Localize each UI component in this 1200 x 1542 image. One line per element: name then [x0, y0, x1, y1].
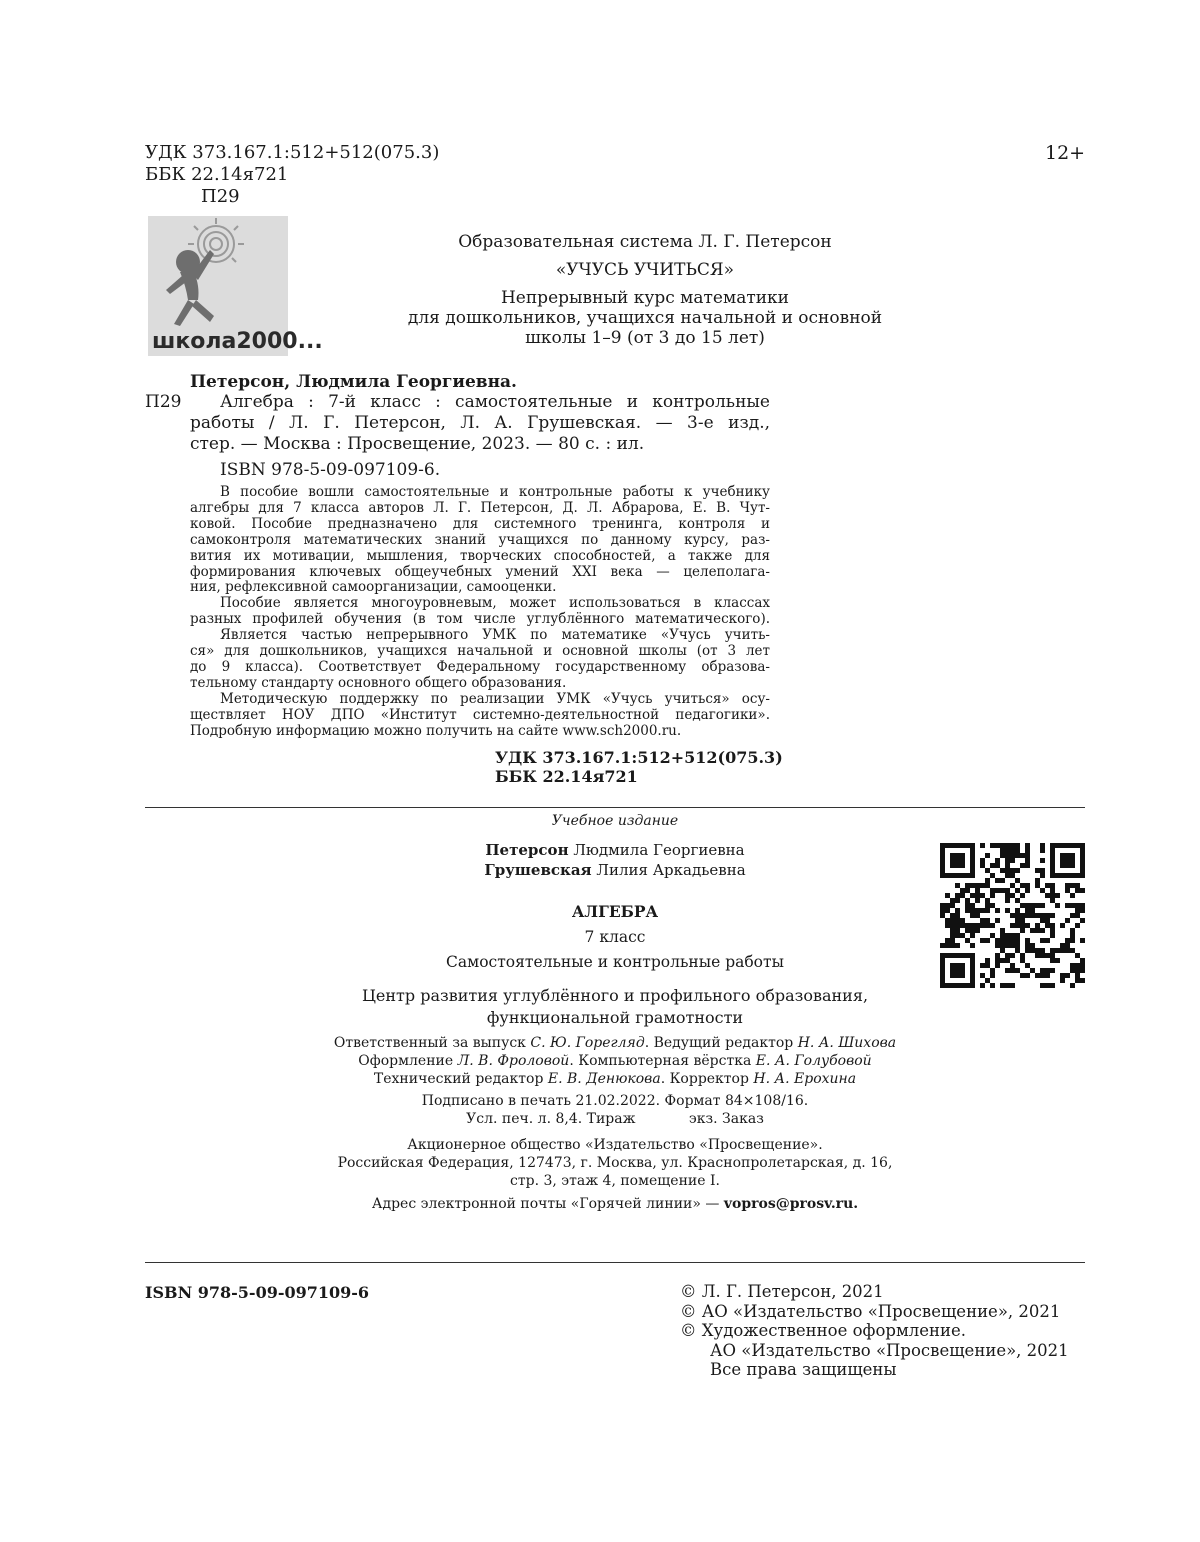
- print-line-1: Подписано в печать 21.02.2022. Формат 84×108/16.: [421, 1093, 809, 1109]
- biblio-author: Петерсон, Людмила Георгиевна.: [190, 372, 517, 392]
- author-1-first: Людмила Георгиевна: [568, 841, 745, 859]
- author-2-last: Грушевская: [484, 861, 592, 879]
- footer-isbn: ISBN 978-5-09-097109-6: [145, 1283, 370, 1302]
- author-code: П29: [201, 186, 240, 207]
- annotation-line: ществляет НОУ ДПО «Институт системно-деятельностной педагогики».: [190, 706, 770, 723]
- staff-label: Оформление: [358, 1053, 458, 1069]
- center-line-1: Центр развития углублённого и профильного образования,: [361, 986, 869, 1005]
- annotation-line: Пособие является многоуровневым, может использоваться в классах: [220, 595, 770, 612]
- udk-code-bottom: УДК 373.167.1:512+512(075.3): [495, 748, 783, 767]
- print-line-2: Усл. печ. л. 8,4. Тираж экз. Заказ: [466, 1111, 764, 1127]
- publisher-block: [265, 1136, 965, 1190]
- staff-name: Н. А. Ерохина: [753, 1071, 857, 1087]
- biblio-code: П29: [145, 392, 182, 412]
- course-line-2: для дошкольников, учащихся начальной и основной: [407, 308, 883, 328]
- staff-label: Ответственный за выпуск: [333, 1035, 531, 1051]
- course-line-3: школы 1–9 (от 3 до 15 лет): [525, 328, 765, 348]
- staff-line-1: [265, 1034, 965, 1052]
- divider-bottom: [145, 1262, 1085, 1263]
- copyright-line-2: © АО «Издательство «Просвещение», 2021: [680, 1301, 1061, 1321]
- school-2000-logo: [148, 216, 323, 356]
- center-line-2: функциональной грамотности: [486, 1008, 744, 1027]
- staff-block: [265, 1034, 965, 1088]
- biblio-line-1: Алгебра : 7-й класс : самостоятельные и контрольные: [220, 392, 770, 412]
- staff-name: Е. В. Денюкова: [547, 1071, 661, 1087]
- codes-bottom: [495, 748, 783, 786]
- publisher-line-3: стр. 3, этаж 4, помещение I.: [510, 1173, 720, 1189]
- copyright-line-5: Все права защищены: [710, 1360, 897, 1379]
- course-line-1: Непрерывный курс математики: [500, 288, 790, 308]
- annotation-line: Подробную информацию можно получить на сайте www.sch2000.ru.: [190, 722, 682, 739]
- annotation: [190, 485, 770, 740]
- annotation-line: ковой. Пособие предназначено для системного тренинга, контроля и: [190, 515, 770, 532]
- logo-text: школа2000...: [152, 329, 323, 354]
- book-title: АЛГЕБРА: [571, 902, 659, 921]
- staff-label: . Корректор: [660, 1071, 754, 1087]
- publisher-line-2: Российская Федерация, 127473, г. Москва, ул. Краснопролетарская, д. 16,: [337, 1155, 893, 1171]
- edition-type: Учебное издание: [551, 813, 679, 829]
- bbk-code-bottom: ББК 22.14я721: [495, 767, 638, 786]
- copyright-line-1: © Л. Г. Петерсон, 2021: [680, 1282, 884, 1301]
- annotation-line: тельному стандарту основного общего образования.: [190, 674, 567, 691]
- annotation-line: формирования ключевых общеучебных умений XXI века — целеполага-: [190, 563, 770, 580]
- udk-code: УДК 373.167.1:512+512(075.3): [145, 142, 440, 163]
- annotation-line: вития их мотивации, мышления, творческих способностей, а также для: [190, 547, 770, 564]
- education-system: Образовательная система Л. Г. Петерсон: [458, 232, 832, 252]
- biblio-line-2: работы / Л. Г. Петерсон, Л. А. Грушевская. — 3-е изд.,: [190, 413, 770, 433]
- annotation-line: Является частью непрерывного УМК по математике «Учусь учить-: [220, 627, 770, 644]
- annotation-line: В пособие вошли самостоятельные и контрольные работы к учебнику: [220, 484, 770, 500]
- series-name: «УЧУСЬ УЧИТЬСЯ»: [555, 260, 735, 280]
- staff-label: . Компьютерная вёрстка: [569, 1053, 756, 1069]
- qr-code[interactable]: [940, 843, 1085, 988]
- udk-bbk-block: [145, 142, 439, 208]
- annotation-line: алгебры для 7 класса авторов Л. Г. Петерсон, Д. Л. Абрарова, Е. В. Чут-: [190, 499, 770, 516]
- email-label: Адрес электронной почты «Горячей линии» —: [371, 1196, 724, 1212]
- qr-code-icon: [940, 843, 1085, 988]
- biblio-description: [220, 392, 770, 413]
- annotation-line: ся» для дошкольников, учащихся начальной и основной школы (от 3 лет: [190, 643, 770, 660]
- book-grade: 7 класс: [584, 928, 646, 946]
- center-block: [265, 985, 965, 1029]
- staff-label: Технический редактор: [373, 1071, 548, 1087]
- email-address[interactable]: vopros@prosv.ru.: [723, 1196, 859, 1212]
- author-1-last: Петерсон: [485, 841, 569, 859]
- staff-name: С. Ю. Горегляд: [530, 1035, 645, 1051]
- copyright-line-3: © Художественное оформление.: [680, 1321, 967, 1340]
- publisher-line-1: Акционерное общество «Издательство «Просвещение».: [407, 1137, 823, 1153]
- staff-label: . Ведущий редактор: [644, 1035, 798, 1051]
- hotline-email: [265, 1196, 965, 1212]
- author-2: [415, 860, 815, 880]
- annotation-line: разных профилей обучения (в том числе углублённого математического).: [190, 611, 770, 628]
- divider-top: [145, 807, 1085, 808]
- print-info: [315, 1092, 915, 1128]
- annotation-line: до 9 класса). Соответствует Федеральному государственному образова-: [190, 658, 770, 675]
- logo-figure-icon: [148, 216, 323, 356]
- biblio-description-cont: [190, 413, 770, 455]
- staff-line-2: [265, 1052, 965, 1070]
- staff-name: Л. В. Фроловой: [457, 1053, 570, 1069]
- authors: [415, 840, 815, 880]
- staff-name: Е. А. Голубовой: [755, 1053, 872, 1069]
- biblio-isbn: ISBN 978-5-09-097109-6.: [220, 460, 441, 480]
- copyright-line-4: АО «Издательство «Просвещение», 2021: [710, 1340, 1069, 1360]
- book-title-block: [365, 902, 865, 972]
- biblio-line-3: стер. — Москва : Просвещение, 2023. — 80 с. : ил.: [190, 434, 645, 454]
- author-2-first: Лилия Аркадьевна: [591, 861, 746, 879]
- staff-line-3: [265, 1070, 965, 1088]
- annotation-line: самоконтроля математических знаний учащихся по данному курсу, раз-: [190, 531, 770, 548]
- series-block: [395, 232, 895, 348]
- annotation-line: ния, рефлексивной самоорганизации, самооценки.: [190, 579, 557, 596]
- book-subtitle: Самостоятельные и контрольные работы: [446, 953, 784, 971]
- author-1: [415, 840, 815, 860]
- annotation-line: Методическую поддержку по реализации УМК «Учусь учиться» осу-: [220, 690, 770, 707]
- bbk-code: ББК 22.14я721: [145, 164, 289, 185]
- staff-name: Н. А. Шихова: [797, 1035, 897, 1051]
- age-rating: 12+: [1045, 142, 1086, 164]
- copyright-block: [680, 1282, 1069, 1380]
